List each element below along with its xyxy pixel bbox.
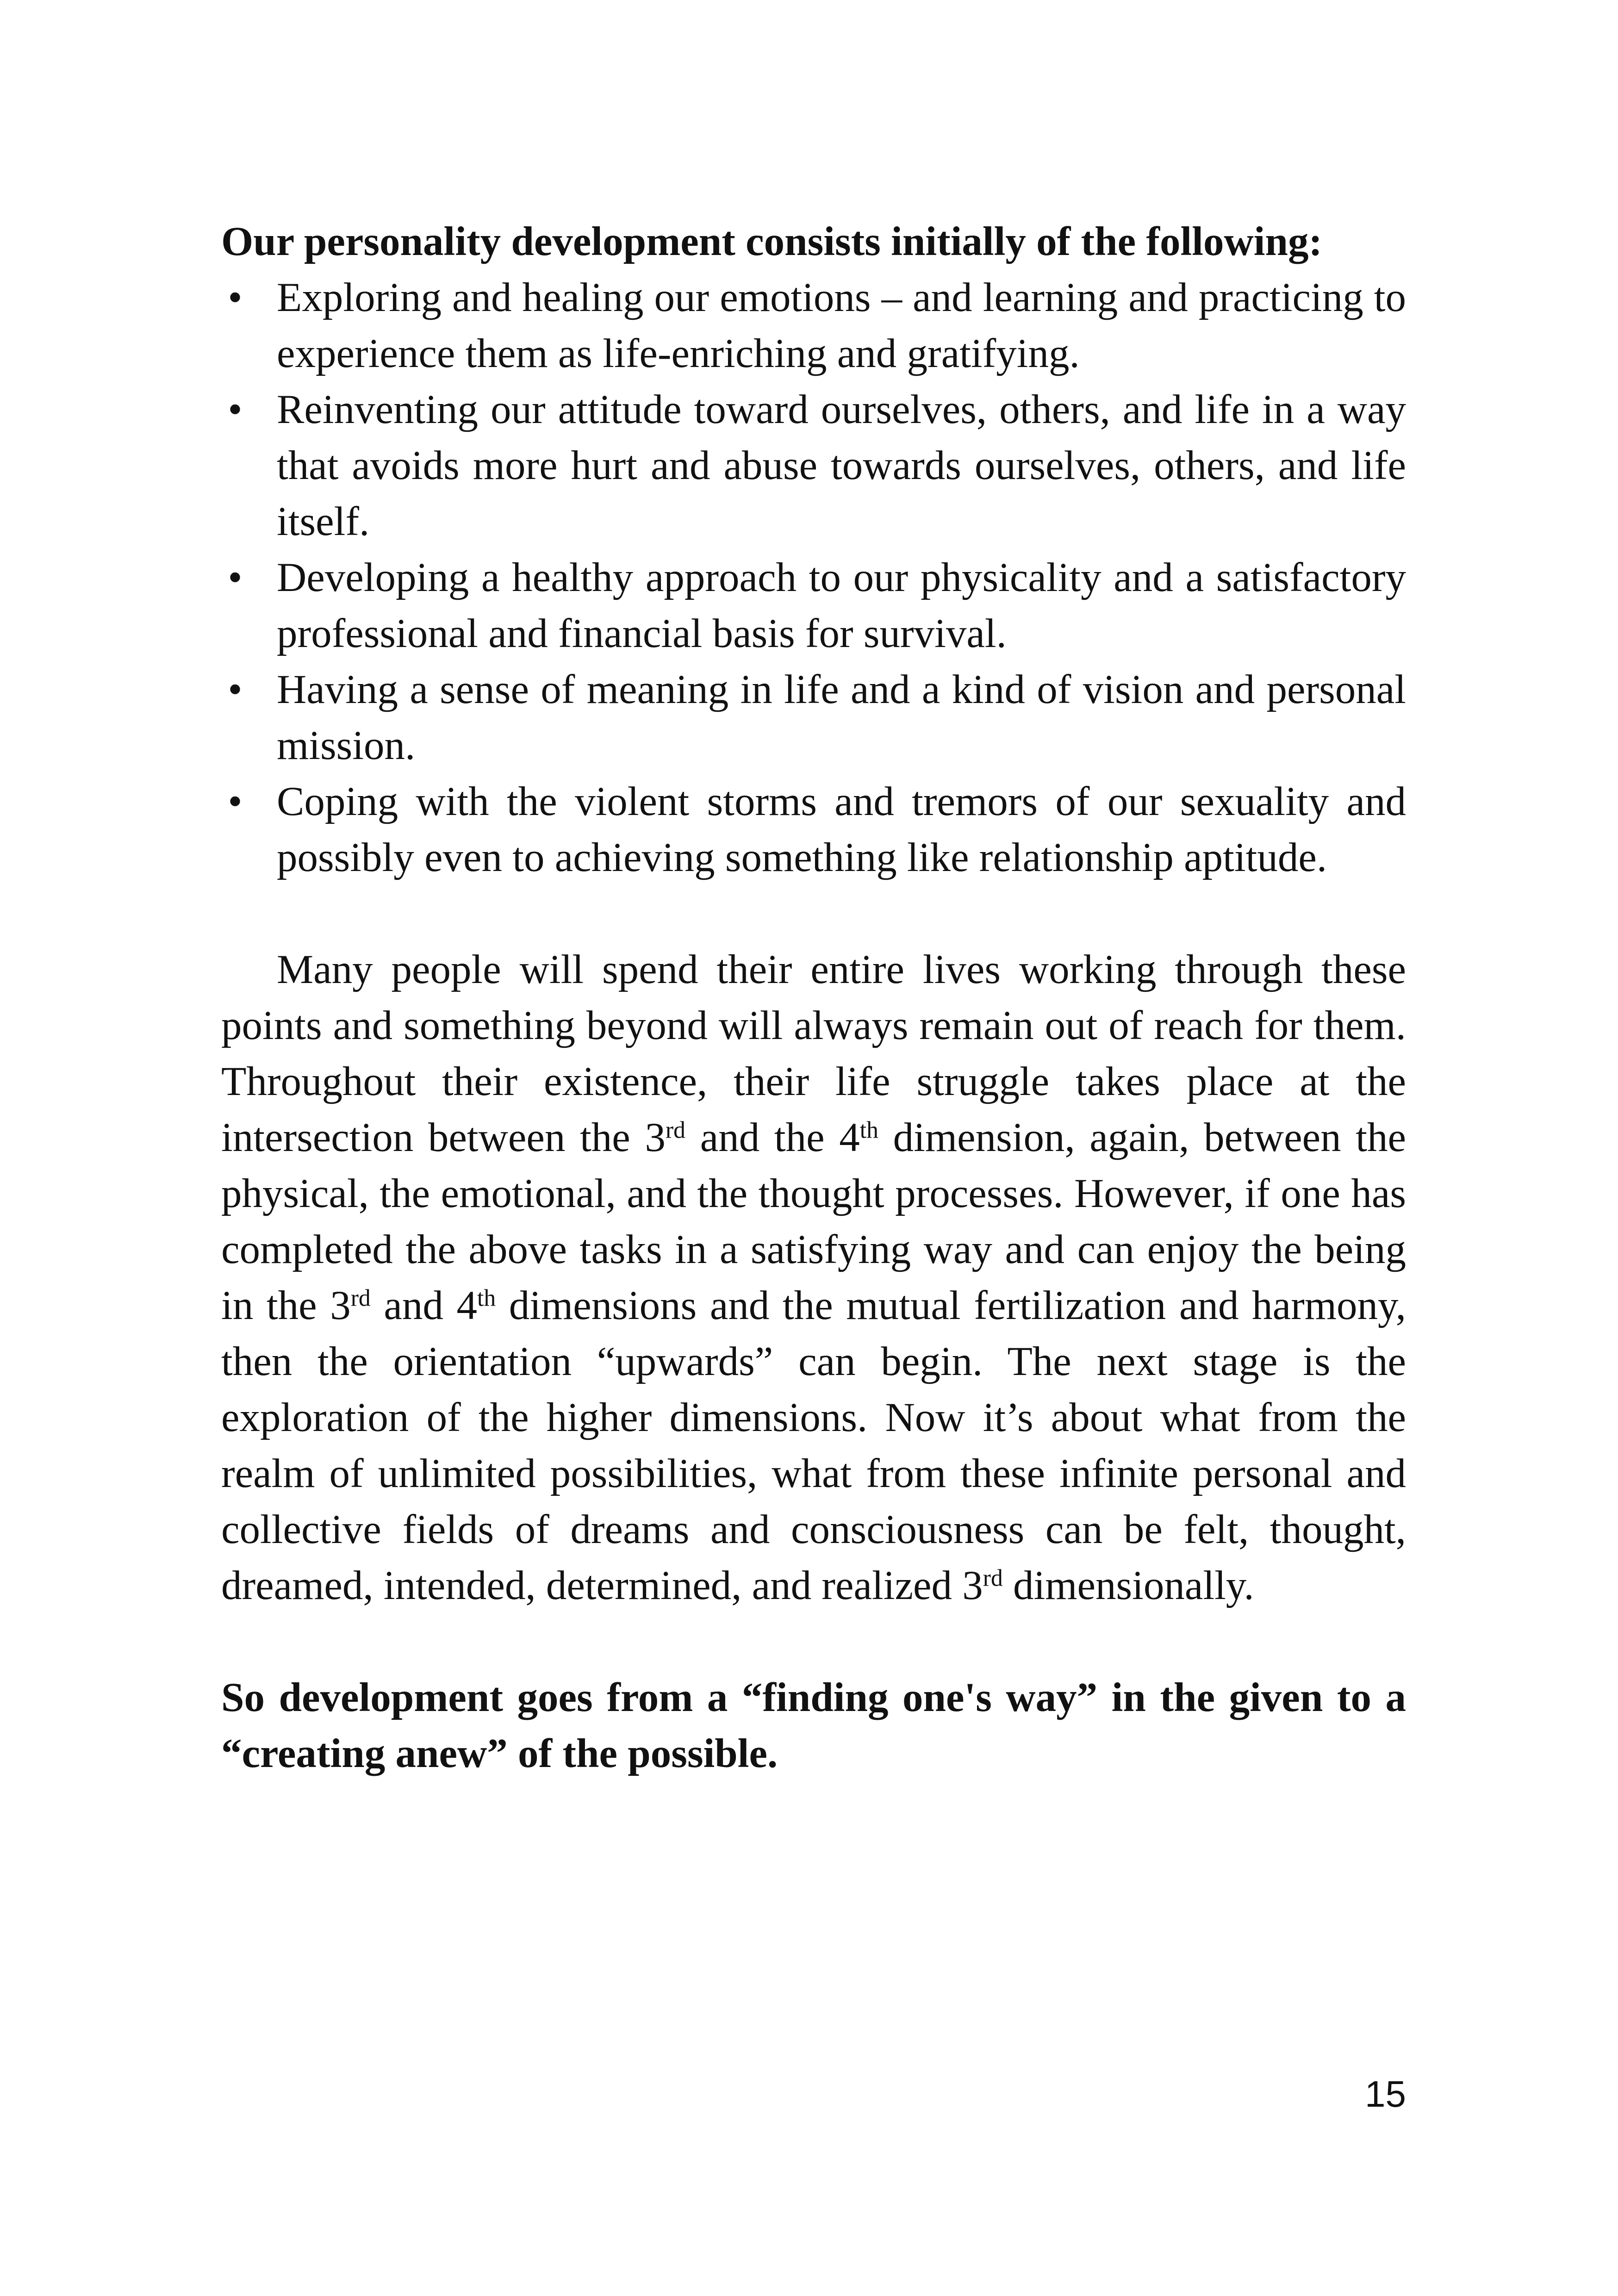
body-text: dimensionally. bbox=[1002, 1563, 1254, 1608]
bullet-list bbox=[221, 270, 1406, 886]
list-item-text: Having a sense of meaning in life and a kind of vision and personal mission. bbox=[277, 667, 1406, 768]
body-text: Many people will spend their entire lives working through these points and something beyond will always remain out of reach for them. Throughout their existence, their life struggle takes place at the intersection between the 3 bbox=[221, 947, 1406, 1160]
closing-statement: So development goes from a “finding one's way” in the given to a “creating anew” of the possible. bbox=[221, 1675, 1406, 1776]
ordinal-superscript: rd bbox=[350, 1285, 371, 1312]
bullet-icon: • bbox=[228, 667, 243, 712]
bullet-icon: • bbox=[228, 779, 243, 824]
body-text: and 4 bbox=[370, 1283, 478, 1328]
bullet-icon: • bbox=[228, 387, 243, 432]
bullet-icon: • bbox=[228, 275, 243, 320]
body-text: and the 4 bbox=[685, 1115, 860, 1160]
bullet-icon: • bbox=[228, 555, 243, 600]
list-item bbox=[221, 662, 1406, 774]
ordinal-superscript: th bbox=[859, 1117, 878, 1144]
list-item bbox=[221, 382, 1406, 550]
ordinal-superscript: rd bbox=[983, 1565, 1003, 1592]
section-heading: Our personality development consists initially of the following: bbox=[221, 219, 1323, 264]
body-text: dimensions and the mutual fertilization and harmony, then the orientation “upwards” can begin. The next stage is the exploration of the higher dimensions. Now it’s about what from the realm of unlimited possibilities, what from these infinite personal and collective fields of dreams and consciousness can be felt, thought, dreamed, intended, determined, and realized 3 bbox=[221, 1283, 1406, 1608]
ordinal-superscript: th bbox=[477, 1285, 496, 1312]
page-content bbox=[221, 214, 1406, 1782]
list-item-text: Developing a healthy approach to our physicality and a satisfactory professional and financial basis for survival. bbox=[277, 555, 1406, 656]
ordinal-superscript: rd bbox=[666, 1117, 685, 1144]
body-paragraph bbox=[221, 942, 1406, 1614]
list-item bbox=[221, 774, 1406, 886]
body-text: dimension, again, between the physical, the emotional, and the thought processes. However, if one has completed the above tasks in a satisfying way and can enjoy the being in the 3 bbox=[221, 1115, 1406, 1328]
list-item bbox=[221, 270, 1406, 382]
list-item bbox=[221, 550, 1406, 662]
list-item-text: Coping with the violent storms and tremors of our sexuality and possibly even to achieving something like relationship aptitude. bbox=[277, 779, 1406, 880]
list-item-text: Reinventing our attitude toward ourselves, others, and life in a way that avoids more hurt and abuse towards ourselves, others, and life itself. bbox=[277, 387, 1406, 544]
list-item-text: Exploring and healing our emotions – and learning and practicing to experience them as life-enriching and gratifying. bbox=[277, 275, 1406, 376]
page-number: 15 bbox=[1365, 2073, 1406, 2115]
